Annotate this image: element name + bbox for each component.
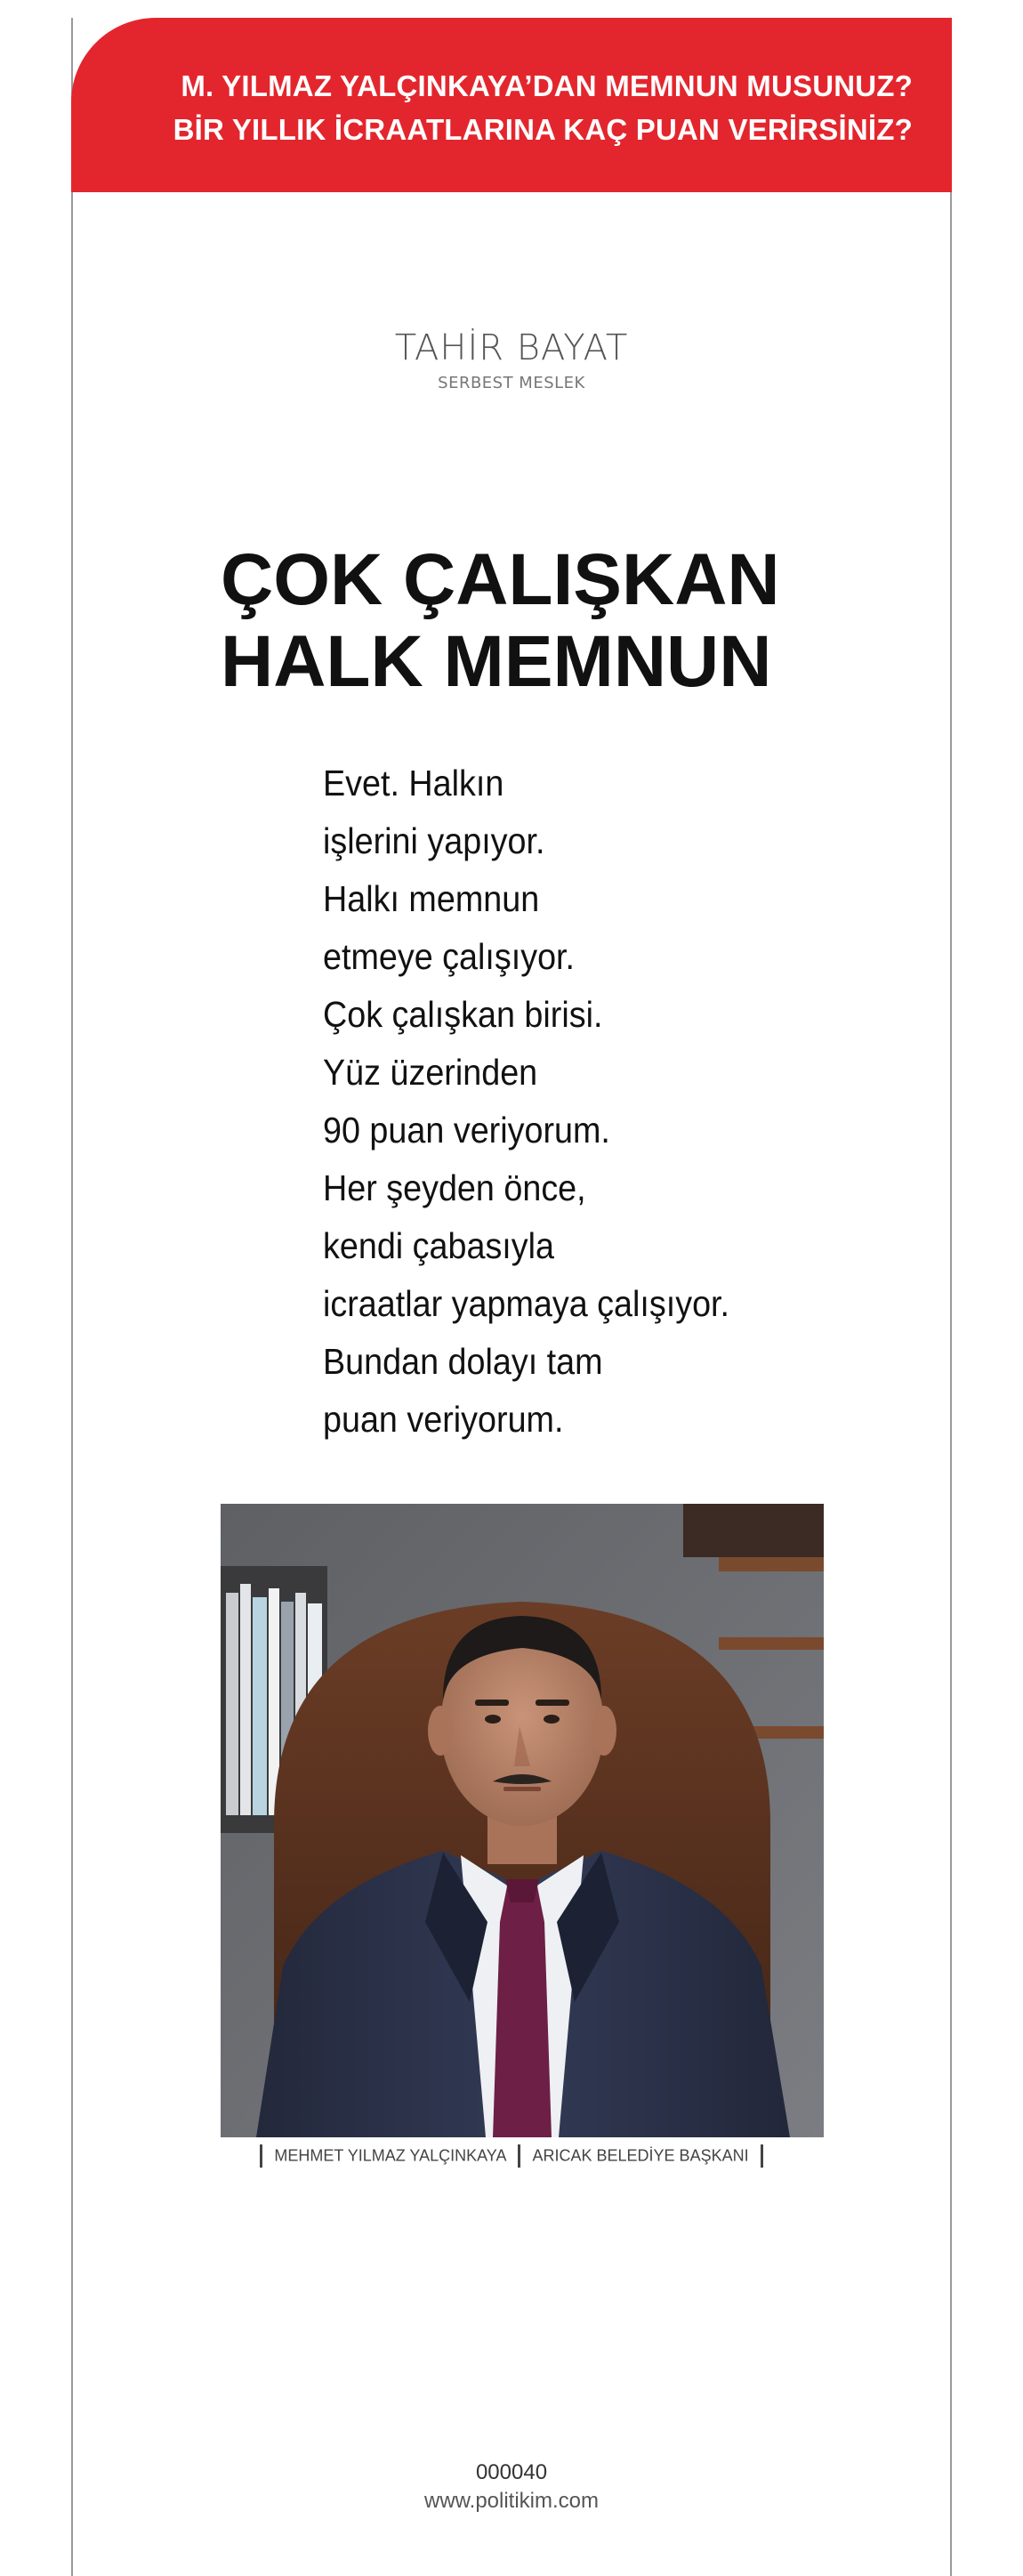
caption-divider [260, 2144, 262, 2168]
caption-title: ARICAK BELEDİYE BAŞKANI [532, 2146, 749, 2165]
author-role: SERBEST MESLEK [438, 374, 585, 392]
portrait-illustration [221, 1504, 824, 2137]
page-code: 000040 [475, 2460, 548, 2484]
banner-question-line-2: BİR YILLIK İCRAATLARINA KAÇ PUAN VERİRSİNİZ? [173, 113, 913, 146]
caption-name: MEHMET YILMAZ YALÇINKAYA [274, 2146, 507, 2165]
answer-line: etmeye çalışıyor. [323, 936, 576, 977]
question-banner [71, 18, 952, 192]
answer-text [323, 755, 946, 1449]
author-name: TAHİR BAYAT [394, 327, 629, 368]
answer-line: Evet. Halkın [323, 763, 504, 803]
headline-line-1: ÇOK ÇALIŞKAN [221, 539, 780, 620]
answer-line: Bundan dolayı tam [323, 1341, 603, 1382]
photo-caption [0, 2144, 1023, 2168]
answer-line: icraatlar yapmaya çalışıyor. [323, 1283, 730, 1324]
answer-line: işlerini yapıyor. [323, 820, 545, 861]
author-block [0, 327, 1023, 392]
caption-divider [518, 2144, 520, 2168]
answer-line: Her şeyden önce, [323, 1167, 586, 1208]
headline [221, 539, 950, 703]
website-link[interactable]: www.politikim.com [423, 2489, 600, 2513]
answer-line: 90 puan veriyorum. [323, 1110, 610, 1151]
answer-line: kendi çabasıyla [323, 1225, 555, 1266]
answer-line: Yüz üzerinden [323, 1052, 538, 1093]
answer-line: Çok çalışkan birisi. [323, 994, 603, 1035]
portrait-photo [221, 1504, 824, 2137]
banner-question-line-1: M. YILMAZ YALÇINKAYA’DAN MEMNUN MUSUNUZ? [181, 69, 913, 102]
caption-divider [761, 2144, 763, 2168]
page-footer [0, 2459, 1023, 2515]
headline-line-2: HALK MEMNUN [221, 621, 772, 702]
answer-line: Halkı memnun [323, 878, 540, 919]
answer-line: puan veriyorum. [323, 1399, 564, 1440]
